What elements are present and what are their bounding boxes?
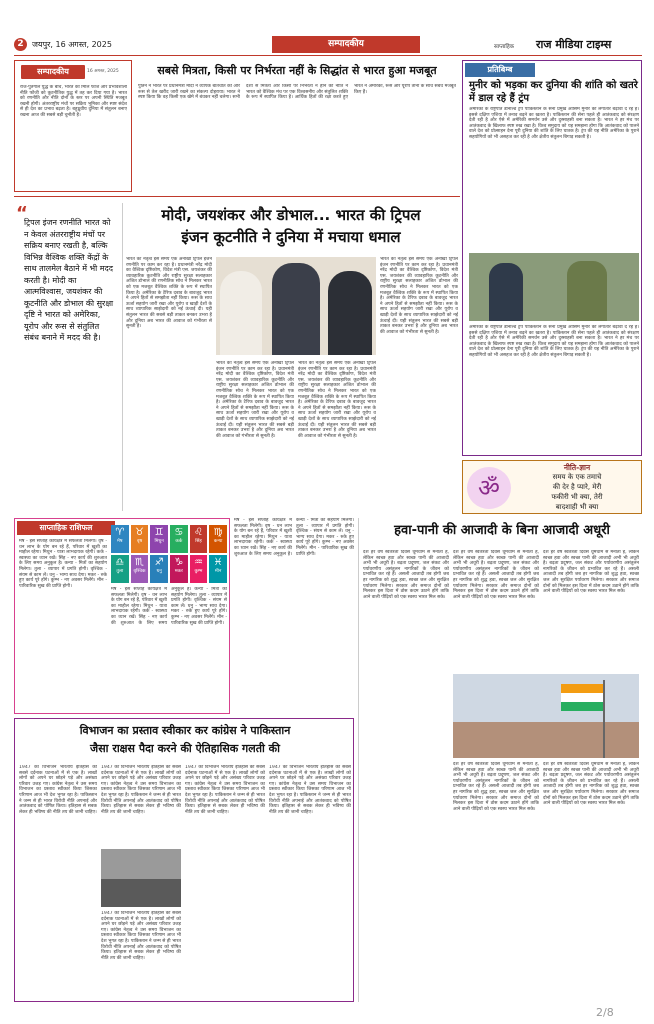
azadi-headline: हवा-पानी की आजादी के बिना आजादी अधूरी: [394, 523, 610, 538]
azadi-body-col2: देश हर वर्ष स्वतंत्रता दिवस धूमधाम से मनाता है, लेकिन स्वच्छ हवा और स्वच्छ पानी की आजादी अभी भी अधूरी है। बढ़ता प्रदूषण, जल संकट और पर्यावरणीय असंतुलन नागरिकों के जीवन को प्रभावित कर रहे हैं। असली आजादी तब होगी जब हर नागरिक को शुद्ध हवा, स्वच्छ जल और सुरक्षित पर्यावरण मिलेगा। सरकार और समाज दोनों को मिलकर इस दिशा में ठोस कदम उठाने होंगे ताकि आने वाली पीढ़ियों को एक स्वस्थ भारत मिल सके।: [453, 550, 539, 600]
doval-portrait: [328, 271, 372, 355]
niti-title: नीति-ज्ञान: [563, 463, 591, 472]
vibhajan-body-col4: 1947 का विभाजन भारतीय इतिहास की सबसे दर्दनाक घटनाओं में से एक है। लाखों लोगों को अपने घर छोड़ने पड़े और असंख्य परिवार उजड़ गए। कांग्रेस नेतृत्व ने उस समय विभाजन का प्रस्ताव स्वीकार किया जिसका परिणाम आज भी देश भुगत रहा है। पाकिस्तान ने जन्म से ही भारत विरोधी नीति अपनाई और आतंकवाद को पोषित किया। इतिहास से सबक लेकर ही भविष्य की नीति तय की जानी चाहिए।: [269, 765, 351, 815]
niti-line4: बादशाही भी क्या: [555, 503, 599, 511]
quote-open-icon: “: [16, 203, 28, 224]
vibhajan-body-col2: 1947 का विभाजन भारतीय इतिहास की सबसे दर्दनाक घटनाओं में से एक है। लाखों लोगों को अपने घर छोड़ने पड़े और असंख्य परिवार उजड़ गए। कांग्रेस नेतृत्व ने उस समय विभाजन का प्रस्ताव स्वीकार किया जिसका परिणाम आज भी देश भुगत रहा है। पाकिस्तान ने जन्म से ही भारत विरोधी नीति अपनाई और आतंकवाद को पोषित किया। इतिहास से सबक लेकर ही भविष्य की नीति तय की जानी चाहिए।: [101, 765, 181, 815]
zodiac-kanya: ♍ कन्या: [209, 525, 227, 553]
editorial-box: [14, 60, 132, 192]
feature-body-col1: भारत का नेतृत्व इस समय एक अनोखी ट्रिपल इंजन रणनीति पर काम कर रहा है। प्रधानमंत्री नरेंद्र मोदी का वैश्विक दृष्टिकोण, विदेश मंत्री एस. जयशंकर की व्यावहारिक कूटनीति और राष्ट्रीय सुरक्षा सलाहकार अजित डोभाल की रणनीतिक सोच ने मिलकर भारत को एक मजबूत वैश्विक शक्ति के रूप में स्थापित किया है। अमेरिका के टैरिफ दबाव के बावजूद भारत ने अपने हितों से समझौता नहीं किया। रूस के साथ ऊर्जा सहयोग जारी रखा और यूरोप व खाड़ी देशों के साथ व्यापारिक साझेदारी को नई ऊंचाई दी। यही संतुलन भारत की सबसे बड़ी ताकत बनकर उभरा है और दुनिया अब भारत की आवाज को गंभीरता से सुनती है।: [126, 257, 212, 330]
zodiac-kumbh: ♒ कुम्भ: [190, 555, 208, 583]
flag-photo: [453, 674, 639, 758]
azadi-body-col3: देश हर वर्ष स्वतंत्रता दिवस धूमधाम से मनाता है, लेकिन स्वच्छ हवा और स्वच्छ पानी की आजादी अभी भी अधूरी है। बढ़ता प्रदूषण, जल संकट और पर्यावरणीय असंतुलन नागरिकों के जीवन को प्रभावित कर रहे हैं। असली आजादी तब होगी जब हर नागरिक को शुद्ध हवा, स्वच्छ जल और सुरक्षित पर्यावरण मिलेगा। सरकार और समाज दोनों को मिलकर इस दिशा में ठोस कदम उठाने होंगे ताकि आने वाली पीढ़ियों को एक स्वस्थ भारत मिल सके।: [543, 550, 639, 595]
flag-white: [561, 693, 603, 702]
sidebar-quote-text: ट्रिपल इंजन रणनीति भारत को न केवल अंतरराष्ट्रीय मंचों पर सक्रिय बनाए रखती है, बल्कि विभिन्न वैश्विक शक्ति केंद्रों के साथ तालमेल बैठाने में भी मदद करती है। मोदी का आत्मविश्वास, जयशंकर की कूटनीति और डोभाल की सुरक्षा दृष्टि ने भारत को अमेरिका, यूरोप और रूस से संतुलित संबंध बनाने में मदद की है।: [24, 218, 114, 342]
page-indicator: 2/8: [596, 1006, 614, 1019]
niti-line2: की देर है प्यारे, मेरी: [552, 483, 602, 491]
pratibimb-body-bottom: अमेरिका के राष्ट्रपति डोनाल्ड ट्रंप पाकिस्तान के सेना प्रमुख आसिम मुनीर को लगातार बढ़ावा दे रहे हैं। इससे दक्षिण एशिया में तनाव बढ़ने का खतरा है। पाकिस्तान की सेना पहले ही आतंकवाद को संरक्षण देती रही है और ऐसे में अमेरिकी समर्थन उसे और दुस्साहसी बना सकता है। भारत ने हर मंच पर आतंकवाद के खिलाफ स्पष्ट रुख रखा है। विश्व समुदाय को यह समझना होगा कि आतंकवाद को पालने वाले देश को प्रोत्साहन देना पूरी दुनिया की शांति के लिए घातक है। ट्रंप की यह नीति अमेरिका के पुराने सहयोगियों को भी असहज कर रही है और क्षेत्रीय संतुलन बिगाड़ सकती है।: [469, 325, 639, 358]
niti-box: [462, 460, 642, 514]
zodiac-vrishchik: ♏ वृश्चिक: [131, 555, 149, 583]
zodiac-meen: ♓ मीन: [209, 555, 227, 583]
azadi-body-col4: देश हर वर्ष स्वतंत्रता दिवस धूमधाम से मनाता है, लेकिन स्वच्छ हवा और स्वच्छ पानी की आजादी अभी भी अधूरी है। बढ़ता प्रदूषण, जल संकट और पर्यावरणीय असंतुलन नागरिकों के जीवन को प्रभावित कर रहे हैं। असली आजादी तब होगी जब हर नागरिक को शुद्ध हवा, स्वच्छ जल और सुरक्षित पर्यावरण मिलेगा। सरकार और समाज दोनों को मिलकर इस दिशा में ठोस कदम उठाने होंगे ताकि आने वाली पीढ़ियों को एक स्वस्थ भारत मिल सके।: [453, 762, 539, 812]
azadi-box: [358, 518, 642, 1002]
feature-body-col4: भारत का नेतृत्व इस समय एक अनोखी ट्रिपल इंजन रणनीति पर काम कर रहा है। प्रधानमंत्री नरेंद्र मोदी का वैश्विक दृष्टिकोण, विदेश मंत्री एस. जयशंकर की व्यावहारिक कूटनीति और राष्ट्रीय सुरक्षा सलाहकार अजित डोभाल की रणनीतिक सोच ने मिलकर भारत को एक मजबूत वैश्विक शक्ति के रूप में स्थापित किया है। अमेरिका के टैरिफ दबाव के बावजूद भारत ने अपने हितों से समझौता नहीं किया। रूस के साथ ऊर्जा सहयोग जारी रखा और यूरोप व खाड़ी देशों के साथ व्यापारिक साझेदारी को नई ऊंचाई दी। यही संतुलन भारत की सबसे बड़ी ताकत बनकर उभरा है और दुनिया अब भारत की आवाज को गंभीरता से सुनती है।: [380, 257, 458, 335]
rashifal-box: [14, 518, 230, 714]
niti-line1: समय के एक तमाचे: [552, 473, 602, 481]
brand-small: साप्ताहिक: [494, 44, 514, 50]
vibhajan-body-col2b: 1947 का विभाजन भारतीय इतिहास की सबसे दर्दनाक घटनाओं में से एक है। लाखों लोगों को अपने घर छोड़ने पड़े और असंख्य परिवार उजड़ गए। कांग्रेस नेतृत्व ने उस समय विभाजन का प्रस्ताव स्वीकार किया जिसका परिणाम आज भी देश भुगत रहा है। पाकिस्तान ने जन्म से ही भारत विरोधी नीति अपनाई और आतंकवाद को पोषित किया। इतिहास से सबक लेकर ही भविष्य की नीति तय की जानी चाहिए।: [101, 911, 181, 961]
feature-headline-line2: इंजन कूटनीति ने दुनिया में मचाया धमाल: [181, 228, 401, 246]
flag-saffron: [561, 684, 603, 693]
feature-body-col2: भारत का नेतृत्व इस समय एक अनोखी ट्रिपल इंजन रणनीति पर काम कर रहा है। प्रधानमंत्री नरेंद्र मोदी का वैश्विक दृष्टिकोण, विदेश मंत्री एस. जयशंकर की व्यावहारिक कूटनीति और राष्ट्रीय सुरक्षा सलाहकार अजित डोभाल की रणनीतिक सोच ने मिलकर भारत को एक मजबूत वैश्विक शक्ति के रूप में स्थापित किया है। अमेरिका के टैरिफ दबाव के बावजूद भारत ने अपने हितों से समझौता नहीं किया। रूस के साथ ऊर्जा सहयोग जारी रखा और यूरोप व खाड़ी देशों के साथ व्यापारिक साझेदारी को नई ऊंचाई दी। यही संतुलन भारत की सबसे बड़ी ताकत बनकर उभरा है और दुनिया अब भारत की आवाज को गंभीरता से सुनती है।: [216, 361, 294, 439]
vibhajan-body-col3: 1947 का विभाजन भारतीय इतिहास की सबसे दर्दनाक घटनाओं में से एक है। लाखों लोगों को अपने घर छोड़ने पड़े और असंख्य परिवार उजड़ गए। कांग्रेस नेतृत्व ने उस समय विभाजन का प्रस्ताव स्वीकार किया जिसका परिणाम आज भी देश भुगत रहा है। पाकिस्तान ने जन्म से ही भारत विरोधी नीति अपनाई और आतंकवाद को पोषित किया। इतिहास से सबक लेकर ही भविष्य की नीति तय की जानी चाहिए।: [185, 765, 265, 815]
zodiac-singh: ♌ सिंह: [190, 525, 208, 553]
azadi-body-col1: देश हर वर्ष स्वतंत्रता दिवस धूमधाम से मनाता है, लेकिन स्वच्छ हवा और स्वच्छ पानी की आजादी अभी भी अधूरी है। बढ़ता प्रदूषण, जल संकट और पर्यावरणीय असंतुलन नागरिकों के जीवन को प्रभावित कर रहे हैं। असली आजादी तब होगी जब हर नागरिक को शुद्ध हवा, स्वच्छ जल और सुरक्षित पर्यावरण मिलेगा। सरकार और समाज दोनों को मिलकर इस दिशा में ठोस कदम उठाने होंगे ताकि आने वाली पीढ़ियों को एक स्वस्थ भारत मिल सके।: [363, 550, 449, 600]
flag-green: [561, 702, 603, 711]
person-figure-right: [567, 261, 607, 321]
partition-photo: [101, 849, 181, 907]
editorial-tag: सम्पादकीय: [21, 65, 85, 79]
rashifal-body-right: मेष - इस सप्ताह कार्यक्षेत्र में सफलता मिलेगी। वृष - धन लाभ के योग बन रहे हैं, परिवार में खुशी का माहौल रहेगा। मिथुन - यात्रा लाभदायक रहेगी। कर्क - स्वास्थ्य का ध्यान रखें। सिंह - नए कार्य की शुरुआत के लिए समय अनुकूल है। कन्या - मित्रों का सहयोग मिलेगा। तुला - व्यापार में प्रगति होगी। वृश्चिक - संयम से काम लें। धनु - भाग्य साथ देगा। मकर - रुके हुए कार्य पूरे होंगे। कुम्भ - नए अवसर मिलेंगे। मीन - पारिवारिक सुख की प्राप्ति होगी।: [111, 587, 227, 626]
section-banner: सम्पादकीय: [272, 36, 420, 53]
pratibimb-box: [462, 60, 642, 456]
feature-body-col3: भारत का नेतृत्व इस समय एक अनोखी ट्रिपल इंजन रणनीति पर काम कर रहा है। प्रधानमंत्री नरेंद्र मोदी का वैश्विक दृष्टिकोण, विदेश मंत्री एस. जयशंकर की व्यावहारिक कूटनीति और राष्ट्रीय सुरक्षा सलाहकार अजित डोभाल की रणनीतिक सोच ने मिलकर भारत को एक मजबूत वैश्विक शक्ति के रूप में स्थापित किया है। अमेरिका के टैरिफ दबाव के बावजूद भारत ने अपने हितों से समझौता नहीं किया। रूस के साथ ऊर्जा सहयोग जारी रखा और यूरोप व खाड़ी देशों के साथ व्यापारिक साझेदारी को नई ऊंचाई दी। यही संतुलन भारत की सबसे बड़ी ताकत बनकर उभरा है और दुनिया अब भारत की आवाज को गंभीरता से सुनती है।: [298, 361, 376, 439]
jaishankar-portrait: [272, 263, 320, 355]
rashifal-continued: मेष - इस सप्ताह कार्यक्षेत्र में सफलता मिलेगी। वृष - धन लाभ के योग बन रहे हैं, परिवार में खुशी का माहौल रहेगा। मिथुन - यात्रा लाभदायक रहेगी। कर्क - स्वास्थ्य का ध्यान रखें। सिंह - नए कार्य की शुरुआत के लिए समय अनुकूल है। कन्या - मित्रों का सहयोग मिलेगा। तुला - व्यापार में प्रगति होगी। वृश्चिक - संयम से काम लें। धनु - भाग्य साथ देगा। मकर - रुके हुए कार्य पूरे होंगे। कुम्भ - नए अवसर मिलेंगे। मीन - पारिवारिक सुख की प्राप्ति होगी।: [234, 518, 354, 557]
zodiac-tula: ♎ तुला: [111, 555, 129, 583]
azadi-body-col5: देश हर वर्ष स्वतंत्रता दिवस धूमधाम से मनाता है, लेकिन स्वच्छ हवा और स्वच्छ पानी की आजादी अभी भी अधूरी है। बढ़ता प्रदूषण, जल संकट और पर्यावरणीय असंतुलन नागरिकों के जीवन को प्रभावित कर रहे हैं। असली आजादी तब होगी जब हर नागरिक को शुद्ध हवा, स्वच्छ जल और सुरक्षित पर्यावरण मिलेगा। सरकार और समाज दोनों को मिलकर इस दिशा में ठोस कदम उठाने होंगे ताकि आने वाली पीढ़ियों को एक स्वस्थ भारत मिल सके।: [543, 762, 639, 807]
pratibimb-photo: [469, 253, 639, 321]
zodiac-vrish: ♉ वृष: [131, 525, 149, 553]
vibhajan-body-col1: 1947 का विभाजन भारतीय इतिहास की सबसे दर्दनाक घटनाओं में से एक है। लाखों लोगों को अपने घर छोड़ने पड़े और असंख्य परिवार उजड़ गए। कांग्रेस नेतृत्व ने उस समय विभाजन का प्रस्ताव स्वीकार किया जिसका परिणाम आज भी देश भुगत रहा है। पाकिस्तान ने जन्म से ही भारत विरोधी नीति अपनाई और आतंकवाद को पोषित किया। इतिहास से सबक लेकर ही भविष्य की नीति तय की जानी चाहिए।: [19, 765, 97, 815]
vibhajan-headline-line1: विभाजन का प्रस्ताव स्वीकार कर कांग्रेस ने पाकिस्तान: [79, 724, 291, 737]
lead-headline: सबसे मित्रता, किसी पर निर्भरता नहीं के सिद्धांत से भारत हुआ मजबूत: [157, 64, 437, 77]
page-number-badge: 2: [14, 38, 27, 51]
feature-headline-line1: मोदी, जयशंकर और डोभाल... भारत की ट्रिपल: [161, 206, 421, 224]
zodiac-grid: [111, 525, 227, 583]
masthead: [14, 36, 642, 56]
sidebar-quote: [14, 203, 118, 511]
pratibimb-body-top: अमेरिका के राष्ट्रपति डोनाल्ड ट्रंप पाकिस्तान के सेना प्रमुख आसिम मुनीर को लगातार बढ़ावा दे रहे हैं। इससे दक्षिण एशिया में तनाव बढ़ने का खतरा है। पाकिस्तान की सेना पहले ही आतंकवाद को संरक्षण देती रही है और ऐसे में अमेरिकी समर्थन उसे और दुस्साहसी बना सकता है। भारत ने हर मंच पर आतंकवाद के खिलाफ स्पष्ट रुख रखा है। विश्व समुदाय को यह समझना होगा कि आतंकवाद को पालने वाले देश को प्रोत्साहन देना पूरी दुनिया की शांति के लिए घातक है। ट्रंप की यह नीति अमेरिका के पुराने सहयोगियों को भी असहज कर रही है और क्षेत्रीय संतुलन बिगाड़ सकती है।: [469, 107, 639, 140]
niti-line3: फकीरी भी क्या, तेरी: [551, 493, 603, 501]
lead-body: पुतिन ने भारत पर प्रधानमंत्री मोदी ने व्यापक बातचीत की और रूस से तेल खरीद जारी रखने का संकल्प दोहराया। भारत ने स्पष्ट किया कि वह किसी एक खेमे में बंधकर नहीं चलेगा। सभी देशों से मित्रता और किसी पर निर्भरता न होने की नीति ने भारत को वैश्विक मंच पर एक विश्वसनीय और संतुलित शक्ति के रूप में स्थापित किया है। आर्थिक हितों की रक्षा करते हुए भारत ने अमेरिका, रूस और यूरोप तीनों के साथ संबंध मजबूत किए हैं।: [138, 84, 456, 101]
vibhajan-headline-line2: जैसा राक्षस पैदा करने की ऐतिहासिक गलती की: [90, 742, 280, 755]
editorial-body: राज-पुर्तगाल युद्ध के बीच, भारत को मिलि फौज और प्रभावशाली नीति फौजी को कूटनीतिक युद्ध में तह कर दिया गया है। भारत को रणनीति और नीति दोनों के स्तर पर अपनी स्थिति मजबूत रखनी होगी। अंतरराष्ट्रीय मंचों पर सक्रिय भूमिका और स्पष्ट संदेश से ही देश का प्रभाव बढ़ता है। बहुध्रुवीय दुनिया में संतुलन बनाए रखना आज की सबसे बड़ी चुनौती है।: [20, 85, 127, 118]
lead-article: [134, 60, 458, 192]
editorial-date: 16 अगस्त, 2025: [87, 69, 119, 74]
rashifal-title: साप्ताहिक राशिफल: [17, 521, 115, 535]
zodiac-kark: ♋ कर्क: [170, 525, 188, 553]
pratibimb-tag: प्रतिबिम्ब: [465, 63, 535, 77]
person-figure-left: [489, 263, 523, 321]
modi-portrait: [220, 271, 262, 355]
vibhajan-box: [14, 718, 354, 1002]
zodiac-dhanu: ♐ धनु: [150, 555, 168, 583]
date-line: जयपुर, 16 अगस्त, 2025: [32, 40, 112, 49]
feature-photo: [216, 257, 376, 355]
om-icon: ॐ: [467, 467, 511, 509]
brand-name: राज मीडिया टाइम्स: [536, 38, 612, 51]
feature-box: [14, 196, 460, 514]
divider: [122, 203, 123, 511]
flag-pole: [603, 680, 605, 758]
zodiac-makar: ♑ मकर: [170, 555, 188, 583]
zodiac-mesh: ♈ मेष: [111, 525, 129, 553]
crowd-silhouette: [101, 879, 181, 907]
rashifal-body-left: मेष - इस सप्ताह कार्यक्षेत्र में सफलता मिलेगी। वृष - धन लाभ के योग बन रहे हैं, परिवार में खुशी का माहौल रहेगा। मिथुन - यात्रा लाभदायक रहेगी। कर्क - स्वास्थ्य का ध्यान रखें। सिंह - नए कार्य की शुरुआत के लिए समय अनुकूल है। कन्या - मित्रों का सहयोग मिलेगा। तुला - व्यापार में प्रगति होगी। वृश्चिक - संयम से काम लें। धनु - भाग्य साथ देगा। मकर - रुके हुए कार्य पूरे होंगे। कुम्भ - नए अवसर मिलेंगे। मीन - पारिवारिक सुख की प्राप्ति होगी।: [19, 539, 107, 589]
pratibimb-headline: मुनीर को भड़का कर दुनिया की शांति को खतरे में डाल रहे हैं ट्रंप: [469, 80, 638, 104]
zodiac-mithun: ♊ मिथुन: [150, 525, 168, 553]
fort-silhouette: [453, 722, 639, 758]
